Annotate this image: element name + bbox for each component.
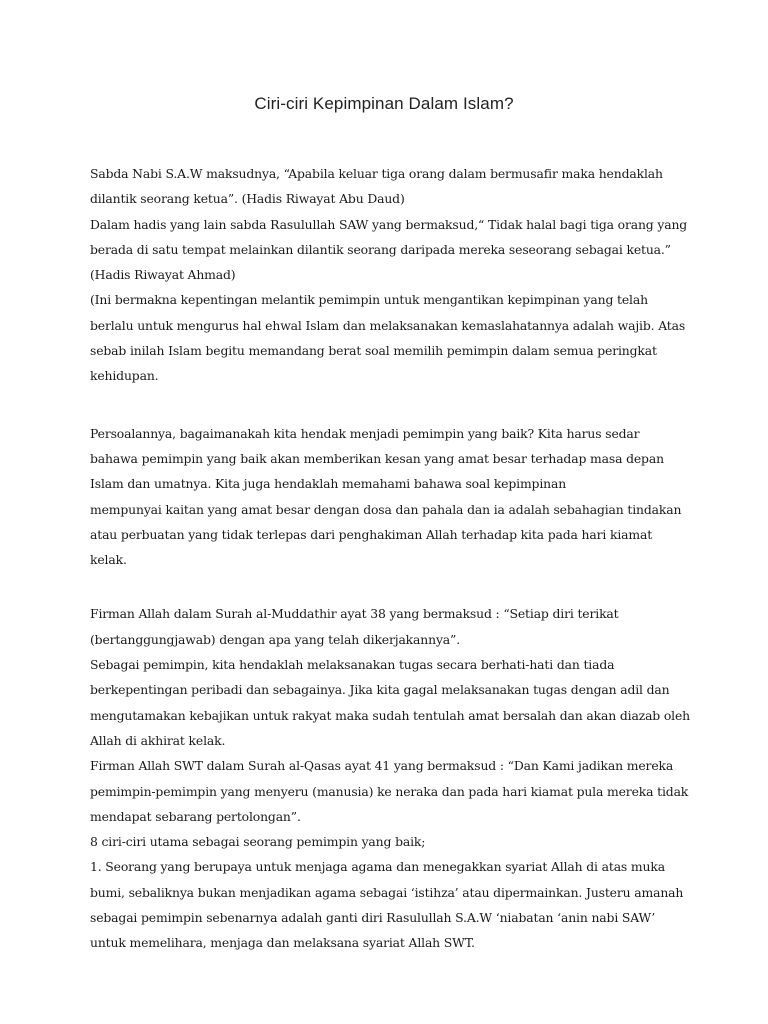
paragraph-persoalan: Persoalannya, bagaimanakah kita hendak menjadi pemimpin yang baik? Kita harus sedar bahawa pemimpin yang baik akan memberikan kesan yang amat besar terhadap masa depan Islam dan umatnya. Kita juga hendaklah memahami bahawa soal kepimpinan	[90, 425, 664, 492]
document-title: Ciri-ciri Kepimpinan Dalam Islam?	[254, 94, 514, 113]
document-body	[90, 161, 690, 956]
paragraph-al-qasas: Firman Allah SWT dalam Surah al-Qasas ayat 41 yang bermaksud : “Dan Kami jadikan mereka pemimpin-pemimpin yang menyeru (manusia) ke neraka dan pada hari kiamat pula mereka tidak mendapat sebarang pertolongan”.	[90, 758, 689, 824]
paragraph-spacer	[90, 389, 690, 421]
paragraph-list-heading: 8 ciri-ciri utama sebagai seorang pemimpin yang baik;	[90, 834, 426, 850]
list-item-1: 1. Seorang yang berupaya untuk menjaga agama dan menegakkan syariat Allah di atas muka bumi, sebaliknya bukan menjadikan agama sebagai ‘istihza’ atau dipermainkan. Justeru amanah sebagai pemimpin sebenarnya adalah ganti diri Rasulullah S.A.W ‘niabatan ‘anin nabi SAW’ untuk memelihara, menjaga dan melaksana syariat Allah SWT.	[90, 859, 684, 951]
paragraph-al-muddathir: Firman Allah dalam Surah al-Muddathir ayat 38 yang bermaksud : “Setiap diri terikat (bertanggungjawab) dengan apa yang telah dikerjakannya”.	[90, 606, 619, 647]
paragraph-sebagai-pemimpin: Sebagai pemimpin, kita hendaklah melaksanakan tugas secara berhati-hati dan tiada berkepentingan peribadi dan sebagainya. Jika kita gagal melaksanakan tugas dengan adil dan mengutamakan kebajikan untuk rakyat maka sudah tentulah amat bersalah dan akan diazab oleh Allah di akhirat kelak.	[90, 657, 691, 748]
paragraph-kepentingan: (Ini bermakna kepentingan melantik pemimpin untuk mengantikan kepimpinan yang telah berlalu untuk mengurus hal ehwal Islam dan melaksanakan kemaslahatannya adalah wajib. Atas sebab inilah Islam begitu memandang berat soal memilih pemimpin dalam semua peringkat kehidupan.	[90, 292, 686, 384]
paragraph-spacer	[90, 572, 690, 601]
paragraph-hadis-abu-daud: Sabda Nabi S.A.W maksudnya, “Apabila keluar tiga orang dalam bermusafir maka hendaklah dilantik seorang ketua”. (Hadis Riwayat Abu Daud)	[90, 166, 663, 207]
paragraph-dosa-pahala: mempunyai kaitan yang amat besar dengan dosa dan pahala dan ia adalah sebahagian tindakan atau perbuatan yang tidak terlepas dari penghakiman Allah terhadap kita pada hari kiamat kelak.	[90, 501, 682, 568]
paragraph-hadis-ahmad: Dalam hadis yang lain sabda Rasulullah SAW yang bermaksud,“ Tidak halal bagi tiga orang yang berada di satu tempat melainkan dilantik seorang daripada mereka seseorang sebagai ketua.” (Hadis Riwayat Ahmad)	[90, 216, 688, 283]
